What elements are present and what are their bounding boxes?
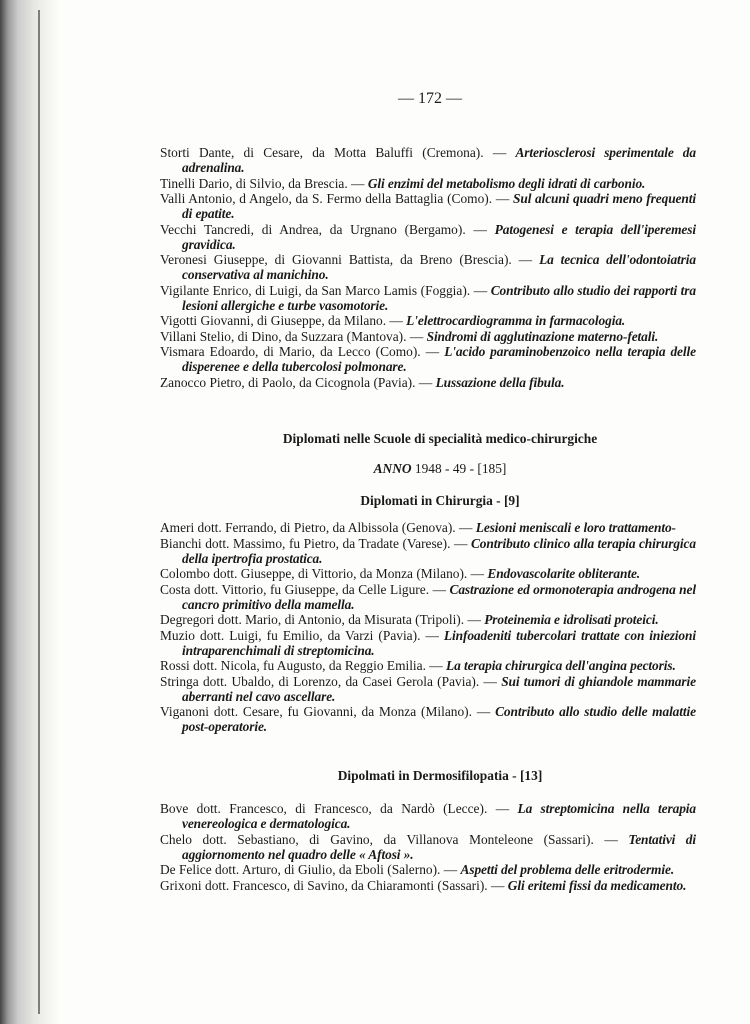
entries-top [160,145,696,390]
page-number: — 172 — [398,90,462,107]
list-item [160,628,696,658]
list-item [160,704,696,734]
list-item [160,375,696,390]
list-item [160,582,696,612]
entry-author: Grixoni dott. Francesco, di Savino, da Chiaramonti (Sassari). — [160,877,505,893]
entry-author: Ameri dott. Ferrando, di Pietro, da Albissola (Genova). — [160,520,473,535]
entry-title: Linfoadeniti tubercolari trattate con iniezioni intraparenchimali di streptomicina. [182,627,696,658]
year-value: 1948 - 49 - [185] [414,461,507,476]
list-item [160,313,696,328]
entry-author: Tinelli Dario, di Silvio, da Brescia. — [160,175,365,191]
list-item [160,536,696,566]
binding-edge [38,10,40,1014]
entry-title: L'elettrocardiogramma in farmacologia. [406,313,626,328]
entry-title: Arteriosclerosi sperimentale da adrenalina. [182,145,696,175]
list-item [160,145,696,175]
entry-author: Costa dott. Vittorio, fu Giuseppe, da Celle Ligure. — [160,581,446,597]
list-item [160,252,696,282]
entry-title: Castrazione ed ormonoterapia androgena nel cancro primitivo della mamella. [182,581,696,612]
list-item [160,832,696,862]
list-item [160,612,696,627]
entry-author: Vismara Edoardo, di Mario, da Lecco (Como). — [160,344,440,359]
entry-author: Viganoni dott. Cesare, fu Giovanni, da Monza (Milano). — [160,704,491,719]
entry-author: Storti Dante, di Cesare, da Motta Baluffi (Cremona). — [160,145,507,160]
entry-title: Aspetti del problema delle eritrodermie. [460,862,675,877]
entry-author: Vigilante Enrico, di Luigi, da San Marco Lamis (Foggia). — [160,282,488,298]
book-binding-shadow [0,0,60,1024]
list-item [160,520,696,535]
year-heading [160,461,720,477]
list-item [160,222,696,252]
list-item [160,176,696,191]
entry-title: Sul alcuni quadri meno frequenti di epatite. [182,191,696,221]
entry-title: Sindromi di agglutinazione materno-fetali. [426,328,659,344]
entry-author: Villani Stelio, di Dino, da Suzzara (Mantova). — [160,328,424,344]
entry-author: Vecchi Tancredi, di Andrea, da Urgnano (Bergamo). — [160,221,487,237]
entry-author: Veronesi Giuseppe, di Giovanni Battista, da Breno (Brescia). — [160,252,533,267]
list-item [160,862,696,877]
section-title: Diplomati nelle Scuole di specialità medico-chirurgiche [282,431,598,446]
list-item [160,283,696,313]
entry-title: Endovascolarite obliterante. [487,566,641,581]
entry-title: Gli enzimi del metabolismo degli idrati di carbonio. [367,175,646,191]
chirurgia-entries [160,520,696,735]
list-item [160,674,696,704]
entry-title: Contributo clinico alla terapia chirurgica della ipertrofia prostatica. [182,535,696,566]
entry-title: Lesioni meniscali e loro trattamento- [475,520,676,535]
entry-title: L'acido paraminobenzoico nella terapia delle disperenee e della tubercolosi polmonare. [182,344,696,374]
entry-title: Sui tumori di ghiandole mammarie aberranti nel cavo ascellare. [182,673,696,704]
entry-title: Contributo allo studio delle malattie post-operatorie. [182,704,696,734]
list-item [160,191,696,221]
entry-author: Valli Antonio, d Angelo, da S. Fermo della Battaglia (Como). — [160,191,510,206]
entry-title: La terapia chirurgica dell'angina pectoris. [446,658,676,673]
entry-author: Rossi dott. Nicola, fu Augusto, da Reggio Emilia. — [160,658,443,673]
chirurgia-heading: Diplomati in Chirurgia - [9] [360,493,520,508]
entry-author: Vigotti Giovanni, di Giuseppe, da Milano. — [160,313,403,328]
entry-title: La streptomicina nella terapia venereologica e dermatologica. [182,801,696,831]
entry-title: Contributo allo studio dei rapporti tra lesioni allergiche e turbe vasomotorie. [182,282,696,313]
entry-title: Gli eritemi fissi da medicamento. [507,877,687,893]
entry-author: Bianchi dott. Massimo, fu Pietro, da Tradate (Varese). — [160,535,468,551]
list-item [160,878,696,893]
entry-title: Patogenesi e terapia dell'iperemesi gravidica. [182,221,696,252]
entry-author: Stringa dott. Ubaldo, di Lorenzo, da Casei Gerola (Pavia). — [160,673,497,689]
entry-author: De Felice dott. Arturo, di Giulio, da Eboli (Salerno). — [160,862,458,877]
list-item [160,801,696,831]
entry-title: Proteinemia e idrolisati proteici. [484,612,659,627]
entry-title: La tecnica dell'odontoiatria conservativa al manichino. [182,252,696,282]
dermo-heading: Dipolmati in Dermosifilopatia - [13] [337,768,543,783]
list-item [160,658,696,673]
entry-author: Degregori dott. Mario, di Antonio, da Misurata (Tripoli). — [160,612,481,627]
entry-title: Tentativi di aggiornomento nel quadro delle « Aftosi ». [182,831,696,862]
entry-author: Chelo dott. Sebastiano, di Gavino, da Villanova Monteleone (Sassari). — [160,831,618,847]
list-item [160,344,696,374]
list-item [160,566,696,581]
entry-title: Lussazione della fibula. [435,374,565,390]
list-item [160,329,696,344]
entry-author: Bove dott. Francesco, di Francesco, da Nardò (Lecce). — [160,801,510,816]
year-label: ANNO [373,461,412,476]
entry-author: Muzio dott. Luigi, fu Emilio, da Varzi (Pavia). — [160,627,439,643]
entry-author: Zanocco Pietro, di Paolo, da Cicognola (Pavia). — [160,374,433,390]
entry-author: Colombo dott. Giuseppe, di Vittorio, da Monza (Milano). — [160,566,485,581]
dermo-entries [160,801,696,893]
